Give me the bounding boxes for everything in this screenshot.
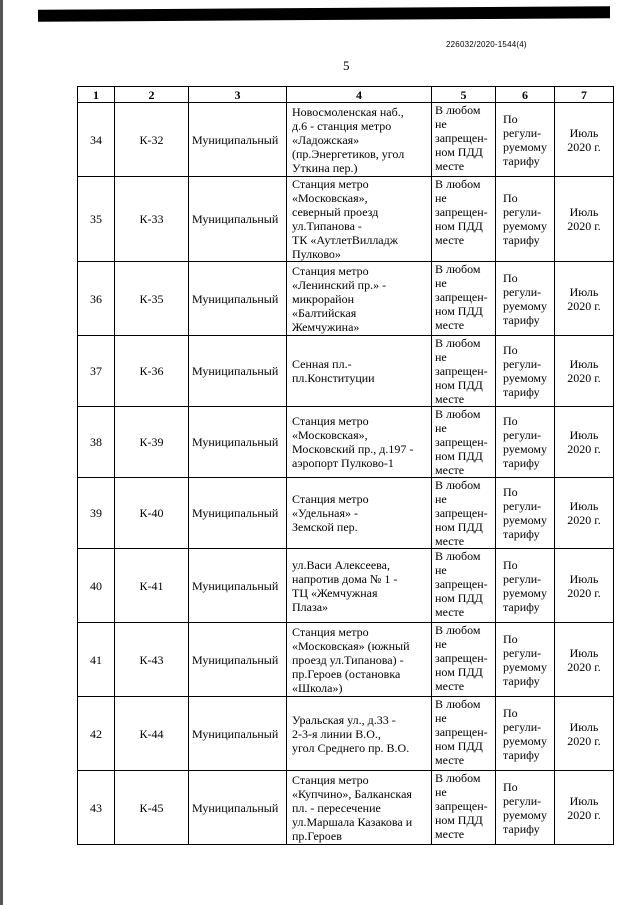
route-description-line: (пр.Энергетиков, угол: [292, 146, 405, 161]
start-date-line: Июль: [569, 499, 599, 513]
route-code: К-32: [139, 132, 164, 147]
start-date-line: 2020 г.: [567, 585, 601, 600]
route-type-cell: [189, 623, 287, 697]
route-description-cell: [287, 623, 432, 697]
tariff-cell: [496, 407, 555, 478]
tariff-line: По: [503, 270, 518, 285]
route-description-line: «Удельная» -: [292, 506, 358, 520]
boarding-place-line: ном ПДД: [435, 520, 483, 534]
start-date-line: Июль: [569, 571, 599, 586]
route-description-line: «Московская»,: [292, 428, 368, 442]
tariff-line: регули-: [503, 205, 542, 219]
boarding-place-line: месте: [435, 318, 465, 332]
tariff-line: По: [503, 111, 518, 126]
route-description-line: Станция метро: [292, 492, 369, 506]
tariff-line: тарифу: [503, 385, 540, 399]
column-header: 3: [189, 87, 287, 103]
row-number-cell: [78, 771, 115, 845]
route-description-line: Станция метро: [292, 414, 369, 428]
start-date-line: 2020 г.: [567, 139, 601, 154]
route-description-line: аэропорт Пулково-1: [292, 456, 394, 470]
route-description-line: Уральская ул., д.33 -: [292, 712, 396, 727]
boarding-place-line: В любом: [435, 177, 481, 191]
route-description-cell: [287, 407, 432, 478]
tariff-line: руемому: [503, 585, 547, 600]
route-description-line: Земской пер.: [292, 520, 358, 534]
route-description-line: 2-3-я линии В.О.,: [292, 726, 381, 741]
boarding-place-line: не: [435, 785, 447, 799]
column-header: 5: [432, 87, 496, 103]
tariff-line: регули-: [503, 428, 542, 442]
tariff-cell: [496, 549, 555, 623]
row-number: 34: [90, 132, 102, 147]
route-description-line: северный проезд: [292, 205, 379, 219]
boarding-place-line: месте: [435, 827, 465, 841]
tariff-line: регули-: [503, 571, 542, 586]
route-code-cell: [115, 103, 189, 177]
route-code-cell: [115, 336, 189, 407]
table-row: [78, 771, 614, 845]
route-code: К-35: [139, 291, 164, 306]
route-description-line: пл. - пересечение: [292, 800, 381, 815]
start-date-line: Июль: [569, 428, 599, 442]
tariff-line: регули-: [503, 125, 542, 140]
route-code: К-43: [139, 652, 164, 667]
tariff-line: тарифу: [503, 821, 540, 836]
boarding-place-line: ном ПДД: [435, 449, 483, 463]
route-type-cell: [189, 262, 287, 336]
tariff-line: По: [503, 485, 518, 499]
tariff-line: руемому: [503, 807, 547, 822]
table-row: [78, 103, 614, 177]
start-date-line: Июль: [569, 645, 599, 660]
row-number-cell: [78, 407, 115, 478]
tariff-line: По: [503, 705, 518, 720]
route-description-line: микрорайон: [292, 291, 355, 306]
boarding-place-line: В любом: [435, 549, 481, 563]
boarding-place-line: ном ПДД: [435, 739, 483, 753]
route-description-line: пр.Героев (остановка: [292, 666, 401, 681]
tariff-line: руемому: [503, 513, 547, 527]
route-description-cell: [287, 336, 432, 407]
boarding-place-line: не: [435, 350, 447, 364]
scan-left-edge: [0, 0, 3, 905]
scan-top-border: [38, 6, 610, 21]
route-code: К-33: [139, 212, 164, 226]
tariff-line: тарифу: [503, 233, 540, 247]
start-date-cell: [555, 478, 614, 549]
route-code: К-44: [139, 726, 164, 741]
table-header-row: [78, 87, 614, 103]
boarding-place-line: В любом: [435, 336, 481, 350]
boarding-place-line: запрещен-: [435, 577, 488, 591]
route-description-line: Уткина пер.): [292, 160, 358, 175]
route-description-cell: [287, 262, 432, 336]
row-number-cell: [78, 623, 115, 697]
row-number-cell: [78, 549, 115, 623]
route-description-line: ул.Васи Алексеева,: [292, 557, 391, 572]
tariff-cell: [496, 697, 555, 771]
boarding-place-line: месте: [435, 233, 465, 247]
row-number: 41: [90, 652, 102, 667]
start-date-cell: [555, 771, 614, 845]
route-description-line: «Московская»,: [292, 191, 368, 205]
row-number: 39: [90, 506, 102, 520]
boarding-place-line: В любом: [435, 771, 481, 785]
tariff-line: тарифу: [503, 456, 540, 470]
route-code: К-36: [139, 364, 164, 378]
boarding-place-line: В любом: [435, 697, 481, 711]
start-date-line: 2020 г.: [567, 371, 601, 385]
tariff-line: тарифу: [503, 153, 540, 168]
route-code-cell: [115, 623, 189, 697]
column-header: 7: [555, 87, 614, 103]
start-date-cell: [555, 103, 614, 177]
route-description-line: «Балтийская: [292, 305, 357, 320]
route-code-cell: [115, 697, 189, 771]
boarding-place-line: В любом: [435, 262, 481, 276]
route-description-line: пл.Конституции: [292, 371, 375, 385]
route-description-cell: [287, 549, 432, 623]
start-date-line: Июль: [569, 205, 599, 219]
start-date-line: Июль: [569, 284, 599, 299]
boarding-place-line: месте: [435, 463, 465, 477]
route-type: Муниципальный: [192, 132, 279, 147]
tariff-cell: [496, 177, 555, 262]
tariff-line: По: [503, 779, 518, 794]
tariff-cell: [496, 103, 555, 177]
route-type-cell: [189, 103, 287, 177]
tariff-line: По: [503, 557, 518, 572]
route-type: Муниципальный: [192, 435, 279, 449]
start-date-line: 2020 г.: [567, 442, 601, 456]
tariff-line: регули-: [503, 357, 542, 371]
route-code: К-40: [139, 506, 164, 520]
route-code: К-39: [139, 435, 164, 449]
boarding-place-line: запрещен-: [435, 725, 488, 739]
boarding-place-line: ном ПДД: [435, 145, 483, 159]
route-description-line: «Ленинский пр.» -: [292, 277, 387, 292]
table-body: [78, 103, 614, 845]
tariff-line: руемому: [503, 442, 547, 456]
boarding-place-line: месте: [435, 679, 465, 693]
boarding-place-cell: [432, 549, 496, 623]
route-description-line: «Ладожская»: [292, 132, 360, 147]
boarding-place-cell: [432, 697, 496, 771]
tariff-line: руемому: [503, 298, 547, 313]
route-type: Муниципальный: [192, 212, 279, 226]
route-description-line: угол Среднего пр. В.О.: [292, 740, 410, 755]
boarding-place-line: запрещен-: [435, 131, 488, 145]
route-description-line: Плаза»: [292, 599, 329, 614]
boarding-place-line: ном ПДД: [435, 378, 483, 392]
row-number-cell: [78, 478, 115, 549]
tariff-line: тарифу: [503, 747, 540, 762]
route-type: Муниципальный: [192, 506, 279, 520]
start-date-cell: [555, 407, 614, 478]
start-date-line: 2020 г.: [567, 219, 601, 233]
start-date-line: 2020 г.: [567, 298, 601, 313]
route-type: Муниципальный: [192, 291, 279, 306]
route-description-line: «Купчино», Балканская: [292, 786, 412, 801]
start-date-cell: [555, 623, 614, 697]
boarding-place-cell: [432, 771, 496, 845]
tariff-line: тарифу: [503, 312, 540, 327]
boarding-place-line: не: [435, 563, 447, 577]
boarding-place-line: месте: [435, 159, 465, 173]
tariff-line: тарифу: [503, 599, 540, 614]
tariff-line: регули-: [503, 719, 542, 734]
route-description-line: Станция метро: [292, 624, 369, 639]
route-type-cell: [189, 478, 287, 549]
route-type: Муниципальный: [192, 726, 279, 741]
route-type-cell: [189, 697, 287, 771]
row-number-cell: [78, 103, 115, 177]
column-header: 2: [115, 87, 189, 103]
boarding-place-line: В любом: [435, 623, 481, 637]
route-description-line: Станция метро: [292, 772, 369, 787]
boarding-place-line: ном ПДД: [435, 304, 483, 318]
boarding-place-line: не: [435, 117, 447, 131]
page-number: 5: [343, 58, 350, 73]
start-date-cell: [555, 177, 614, 262]
boarding-place-line: ном ПДД: [435, 665, 483, 679]
boarding-place-cell: [432, 478, 496, 549]
route-code: К-41: [139, 578, 164, 593]
boarding-place-cell: [432, 103, 496, 177]
boarding-place-line: запрещен-: [435, 506, 488, 520]
route-description-line: ул.Маршала Казакова и: [292, 814, 413, 829]
boarding-place-line: не: [435, 637, 447, 651]
boarding-place-line: запрещен-: [435, 651, 488, 665]
row-number-cell: [78, 697, 115, 771]
tariff-line: По: [503, 414, 518, 428]
row-number: 42: [90, 726, 102, 741]
tariff-line: регули-: [503, 284, 542, 299]
start-date-cell: [555, 697, 614, 771]
route-type-cell: [189, 336, 287, 407]
route-description-line: напротив дома № 1 -: [292, 571, 398, 586]
table-row: [78, 478, 614, 549]
column-header: 4: [287, 87, 432, 103]
tariff-cell: [496, 771, 555, 845]
boarding-place-cell: [432, 262, 496, 336]
table-row: [78, 697, 614, 771]
tariff-cell: [496, 623, 555, 697]
route-description-line: Сенная пл.-: [292, 357, 352, 371]
route-type: Муниципальный: [192, 652, 279, 667]
start-date-line: Июль: [569, 793, 599, 808]
boarding-place-line: ном ПДД: [435, 813, 483, 827]
tariff-line: По: [503, 631, 518, 646]
tariff-line: регули-: [503, 645, 542, 660]
table-row: [78, 407, 614, 478]
route-description-line: проезд ул.Типанова) -: [292, 652, 404, 667]
start-date-line: 2020 г.: [567, 807, 601, 822]
route-description-line: Станция метро: [292, 263, 369, 278]
route-description-line: Пулково»: [292, 247, 341, 261]
table-row: [78, 336, 614, 407]
boarding-place-line: месте: [435, 392, 465, 406]
route-description-line: ТК «АутлетВилладж: [292, 233, 399, 247]
tariff-line: По: [503, 191, 518, 205]
boarding-place-line: не: [435, 276, 447, 290]
row-number-cell: [78, 262, 115, 336]
route-type-cell: [189, 177, 287, 262]
boarding-place-line: запрещен-: [435, 435, 488, 449]
start-date-cell: [555, 336, 614, 407]
row-number: 37: [90, 364, 102, 378]
boarding-place-line: ном ПДД: [435, 219, 483, 233]
route-description-cell: [287, 697, 432, 771]
route-code: К-45: [139, 800, 164, 815]
boarding-place-cell: [432, 336, 496, 407]
column-header: 1: [78, 87, 115, 103]
route-code-cell: [115, 478, 189, 549]
table-row: [78, 262, 614, 336]
route-type: Муниципальный: [192, 578, 279, 593]
route-description-line: д.6 - станция метро: [292, 118, 392, 133]
route-code-cell: [115, 262, 189, 336]
row-number-cell: [78, 336, 115, 407]
row-number: 38: [90, 435, 102, 449]
boarding-place-line: не: [435, 421, 447, 435]
route-description-cell: [287, 478, 432, 549]
row-number: 36: [90, 291, 102, 306]
start-date-cell: [555, 549, 614, 623]
route-description-line: Московский пр., д.197 -: [292, 442, 414, 456]
tariff-cell: [496, 478, 555, 549]
start-date-line: Июль: [569, 357, 599, 371]
start-date-line: Июль: [569, 719, 599, 734]
route-code-cell: [115, 407, 189, 478]
boarding-place-line: запрещен-: [435, 364, 488, 378]
row-number-cell: [78, 177, 115, 262]
tariff-line: руемому: [503, 733, 547, 748]
tariff-line: регули-: [503, 499, 542, 513]
boarding-place-line: месте: [435, 534, 465, 548]
route-description-line: пр.Героев: [292, 828, 342, 843]
route-description-line: ТЦ «Жемчужная: [292, 585, 378, 600]
route-description-line: ул.Типанова -: [292, 219, 362, 233]
tariff-line: руемому: [503, 139, 547, 154]
routes-table: [77, 86, 614, 845]
row-number: 40: [90, 578, 102, 593]
table-row: [78, 623, 614, 697]
route-code-cell: [115, 549, 189, 623]
tariff-line: руемому: [503, 219, 547, 233]
route-type: Муниципальный: [192, 364, 279, 378]
row-number: 43: [90, 800, 102, 815]
boarding-place-line: не: [435, 492, 447, 506]
boarding-place-line: месте: [435, 753, 465, 767]
boarding-place-cell: [432, 623, 496, 697]
tariff-line: По: [503, 343, 518, 357]
boarding-place-cell: [432, 177, 496, 262]
route-type: Муниципальный: [192, 800, 279, 815]
route-type-cell: [189, 549, 287, 623]
document-id: 226032/2020-1544(4): [446, 40, 527, 49]
table-row: [78, 549, 614, 623]
boarding-place-line: запрещен-: [435, 290, 488, 304]
boarding-place-line: В любом: [435, 478, 481, 492]
start-date-line: 2020 г.: [567, 659, 601, 674]
route-description-cell: [287, 177, 432, 262]
route-description-line: Новосмоленская наб.,: [292, 104, 404, 119]
boarding-place-line: не: [435, 711, 447, 725]
route-description-line: Станция метро: [292, 177, 369, 191]
boarding-place-line: ном ПДД: [435, 591, 483, 605]
tariff-cell: [496, 262, 555, 336]
start-date-line: 2020 г.: [567, 513, 601, 527]
route-description-cell: [287, 771, 432, 845]
boarding-place-line: не: [435, 191, 447, 205]
boarding-place-line: запрещен-: [435, 799, 488, 813]
boarding-place-line: месте: [435, 605, 465, 619]
table-row: [78, 177, 614, 262]
row-number: 35: [90, 212, 102, 226]
tariff-line: тарифу: [503, 527, 540, 541]
route-code-cell: [115, 177, 189, 262]
route-type-cell: [189, 407, 287, 478]
route-description-line: Жемчужина»: [292, 319, 360, 334]
boarding-place-cell: [432, 407, 496, 478]
route-type-cell: [189, 771, 287, 845]
route-description-line: «Школа»): [292, 680, 343, 695]
tariff-line: руемому: [503, 659, 547, 674]
boarding-place-line: В любом: [435, 407, 481, 421]
start-date-line: 2020 г.: [567, 733, 601, 748]
tariff-line: тарифу: [503, 673, 540, 688]
route-code-cell: [115, 771, 189, 845]
tariff-line: регули-: [503, 793, 542, 808]
start-date-cell: [555, 262, 614, 336]
route-description-cell: [287, 103, 432, 177]
tariff-cell: [496, 336, 555, 407]
tariff-line: руемому: [503, 371, 547, 385]
boarding-place-line: запрещен-: [435, 205, 488, 219]
boarding-place-line: В любом: [435, 103, 481, 117]
start-date-line: Июль: [569, 125, 599, 140]
column-header: 6: [496, 87, 555, 103]
route-description-line: «Московская» (южный: [292, 638, 410, 653]
